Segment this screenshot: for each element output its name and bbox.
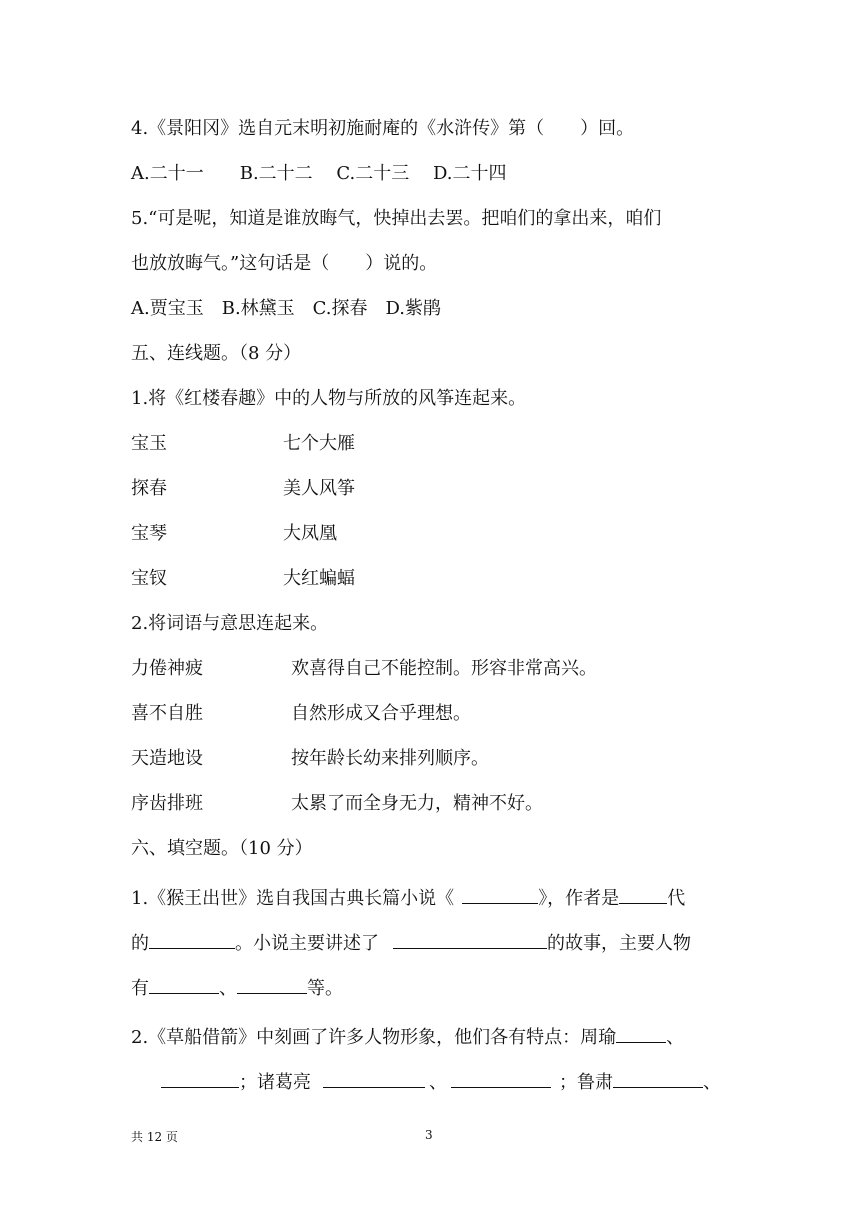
match-left: 探春: [131, 478, 167, 499]
match-right: 大红蝙蝠: [283, 568, 355, 589]
answer-blank[interactable]: [613, 1067, 703, 1088]
match-left: 宝钗: [131, 568, 167, 589]
fill-question-1-line-3: 有 、 等。: [131, 973, 343, 1002]
match-left: 力倦神疲: [131, 658, 203, 679]
page-total: 共 12 页: [131, 1130, 178, 1144]
match-row: [131, 566, 355, 592]
question-5-line-1: 5.“可是呢，知道是谁放晦气，快掉出去罢。把咱们的拿出来，咱们: [131, 208, 662, 229]
section-5-heading: 五、连线题。（8 分）: [131, 343, 302, 364]
question-4-options: A.二十一 B.二十二 C.二十三 D.二十四: [131, 163, 507, 184]
fill-question-2-line-2: ；诸葛亮 、 ；鲁肃 、: [161, 1067, 721, 1096]
match-left: 序齿排班: [131, 793, 203, 814]
answer-blank[interactable]: [161, 1067, 239, 1088]
match-row: [131, 791, 543, 817]
match-row: [131, 521, 337, 547]
section-6-heading: 六、填空题。（10 分）: [131, 838, 313, 859]
match-right: 按年龄长幼来排列顺序。: [291, 748, 489, 769]
page-number: 3: [425, 1128, 433, 1142]
answer-blank[interactable]: [237, 973, 307, 994]
answer-blank[interactable]: [616, 1022, 666, 1043]
answer-blank[interactable]: [149, 928, 235, 949]
fill-question-1-line-1: 1.《猴王出世》选自我国古典长篇小说《 》，作者是 代: [131, 883, 685, 912]
match-right: 太累了而全身无力，精神不好。: [291, 793, 543, 814]
section-5-q1-title: 1.将《红楼春趣》中的人物与所放的风筝连起来。: [131, 388, 527, 409]
answer-blank[interactable]: [323, 1067, 425, 1088]
question-4: 4.《景阳冈》选自元末明初施耐庵的《水浒传》第（ ）回。: [131, 118, 635, 139]
match-right: 欢喜得自己不能控制。形容非常高兴。: [291, 658, 597, 679]
answer-blank[interactable]: [393, 928, 547, 949]
question-5-options: A.贾宝玉 B.林黛玉 C.探春 D.紫鹃: [131, 298, 442, 319]
match-left: 喜不自胜: [131, 703, 203, 724]
answer-blank[interactable]: [462, 883, 538, 904]
match-right: 自然形成又合乎理想。: [291, 703, 471, 724]
match-left: 宝琴: [131, 523, 167, 544]
match-row: [131, 431, 355, 457]
answer-blank[interactable]: [451, 1067, 551, 1088]
match-left: 宝玉: [131, 433, 167, 454]
match-row: [131, 656, 597, 682]
fill-question-2-line-1: 2.《草船借箭》中刻画了许多人物形象，他们各有特点：周瑜 、: [131, 1022, 684, 1051]
match-right: 大凤凰: [283, 523, 337, 544]
match-row: [131, 701, 471, 727]
section-5-q2-title: 2.将词语与意思连起来。: [131, 613, 329, 634]
match-row: [131, 746, 489, 772]
answer-blank[interactable]: [149, 973, 219, 994]
match-row: [131, 476, 355, 502]
match-right: 七个大雁: [283, 433, 355, 454]
match-left: 天造地设: [131, 748, 203, 769]
match-right: 美人风筝: [283, 478, 355, 499]
answer-blank[interactable]: [619, 883, 667, 904]
fill-question-1-line-2: 的 。小说主要讲述了 的故事，主要人物: [131, 928, 691, 957]
question-5-line-2: 也放放晦气。”这句话是（ ）说的。: [131, 253, 438, 274]
